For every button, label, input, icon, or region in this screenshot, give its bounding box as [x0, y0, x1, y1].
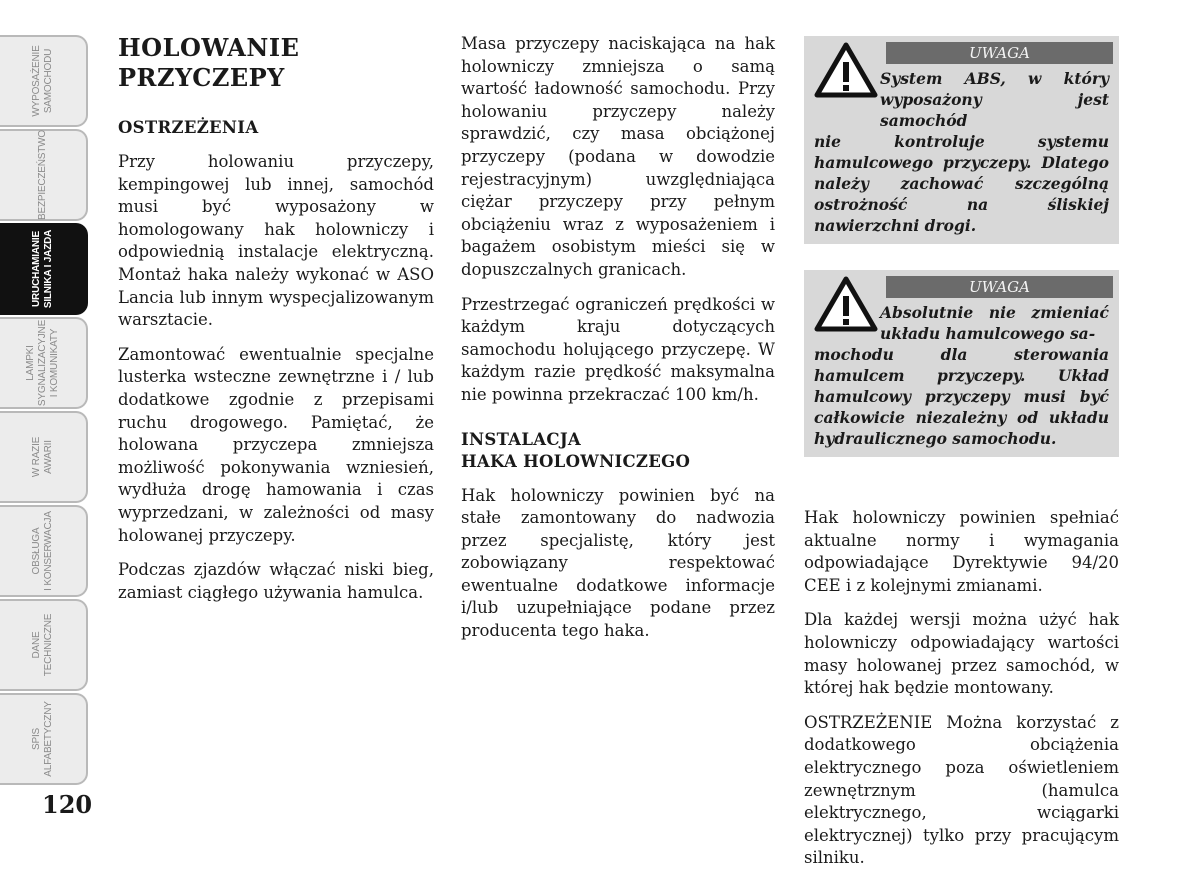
paragraph: Przy holowaniu przyczepy, kempingowej lub innej, samochód musi być wyposażony w homologowany hak holowniczy i odpowiednią instalacje elektryczną. Montaż haka należy wykonać w ASO Lancia lub innym wyspecjalizowanym warsztacie. — [118, 152, 434, 330]
tab-label: LAMPKI SYGNALIZACYJNE I KOMUNIKATY — [25, 319, 60, 407]
tab-label: OBSŁUGA I KONSERWACJA — [31, 511, 54, 591]
paragraph: Dla każdej wersji można użyć hak holowniczy odpowiadający wartości masy holowanej przez samochód, w której hak będzie montowany. — [804, 610, 1119, 698]
tab-lampki[interactable] — [0, 317, 88, 409]
paragraph: OSTRZEŻENIE Można korzystać z dodatkowego obciążenia elektrycznego poza oświetleniem zewnętrznym (hamulca elektrycznego, wciągarki elektrycznej) tylko przy pracującym silniku. — [804, 712, 1119, 868]
tab-label: BEZPIECZEŃSTWO — [37, 130, 49, 220]
warning-text-rest: nie kontroluje systemu hamulcowego przyczepy. Dlatego należy zachować szczególną ostrożność na śliskiej nawierzchni drogi. — [814, 132, 1109, 235]
warning-text-indent: Absolutnie nie zmieniać układu hamulcowego sa- — [880, 303, 1109, 343]
tab-dane-techniczne[interactable] — [0, 599, 88, 691]
tab-w-razie-awarii[interactable] — [0, 411, 88, 503]
warning-header: UWAGA — [886, 42, 1113, 64]
page-title: HOLOWANIE PRZYCZEPY — [118, 33, 300, 92]
tab-label: W RAZIE AWARII — [31, 436, 54, 478]
paragraph: Podczas zjazdów włączać niski bieg, zamiast ciągłego używania hamulca. — [118, 560, 434, 602]
tab-spis[interactable] — [0, 693, 88, 785]
warning-header: UWAGA — [886, 276, 1113, 298]
column-3-body — [804, 507, 1119, 870]
tab-label: SPIS ALFABETYCZNY — [31, 701, 54, 777]
paragraph: Hak holowniczy powinien spełniać aktualne normy i wymagania odpowiadające Dyrektywie 94/20 CEE i z kolejnymi zmianami. — [804, 508, 1119, 595]
warning-text-rest: mochodu dla sterowania hamulcem przyczepy. Układ hamulcowy przyczepy musi być całkowicie niezależny od układu hydraulicznego samochodu. — [814, 345, 1109, 448]
column-1 — [118, 33, 434, 616]
column-2 — [461, 33, 775, 655]
warning-box — [804, 270, 1119, 457]
tab-uruchamianie[interactable] — [0, 223, 88, 315]
tab-obsluga[interactable] — [0, 505, 88, 597]
section-title-instalacja: INSTALACJA HAKA HOLOWNICZEGO — [461, 429, 691, 471]
paragraph: Zamontować ewentualnie specjalne lusterka wsteczne zewnętrzne i / lub dodatkowe zgodnie z przepisami ruchu drogowego. Pamiętać, że holowana przyczepa zmniejsza możliwość pokonywania wzniesień, wydłuża drogę hamowania i czas wyprzedzani, w zależności od masy holowanej przyczepy. — [118, 344, 434, 545]
tab-wyposazenie[interactable] — [0, 35, 88, 127]
tab-label: DANE TECHNICZNE — [31, 613, 54, 677]
column-3 — [804, 36, 1119, 882]
paragraph: Hak holowniczy powinien być na stałe zamontowany do nadwozia przez specjalistę, który jest zobowiązany respektować ewentualne dodatkowe informacje i/lub uzupełniające podane przez producenta tego haka. — [461, 485, 775, 641]
section-title-ostrzezenia: OSTRZEŻENIA — [118, 118, 259, 137]
paragraph: Przestrzegać ograniczeń prędkości w każdym kraju dotyczących samochodu holującego przyczepę. W każdym razie prędkość maksymalna nie powinna przekraczać 100 km/h. — [461, 294, 775, 404]
warning-text-indent: System ABS, w który wyposażony jest samochód — [880, 69, 1109, 130]
tab-bezpieczenstwo[interactable] — [0, 129, 88, 221]
tab-label: WYPOSAŻENIE SAMOCHODU — [31, 45, 54, 117]
page-number: 120 — [42, 790, 93, 819]
tab-label: URUCHAMIANIE SILNIKA I JAZDA — [31, 229, 54, 309]
paragraph: Masa przyczepy naciskająca na hak holowniczy zmniejsza o samą wartość ładowność samochodu. Przy holowaniu przyczepy należy sprawdzić, czy masa obciążonej przyczepy (podana w dowodzie rejestracyjnym) uwzględniająca ciężar przyczepy przy pełnym obciążeniu wraz z wyposażeniem i bagażem osobistym mieści się w dopuszczalnych granicach. — [461, 34, 775, 279]
warning-box — [804, 36, 1119, 244]
warning-triangle-icon — [814, 276, 878, 332]
warning-triangle-icon — [814, 42, 878, 98]
